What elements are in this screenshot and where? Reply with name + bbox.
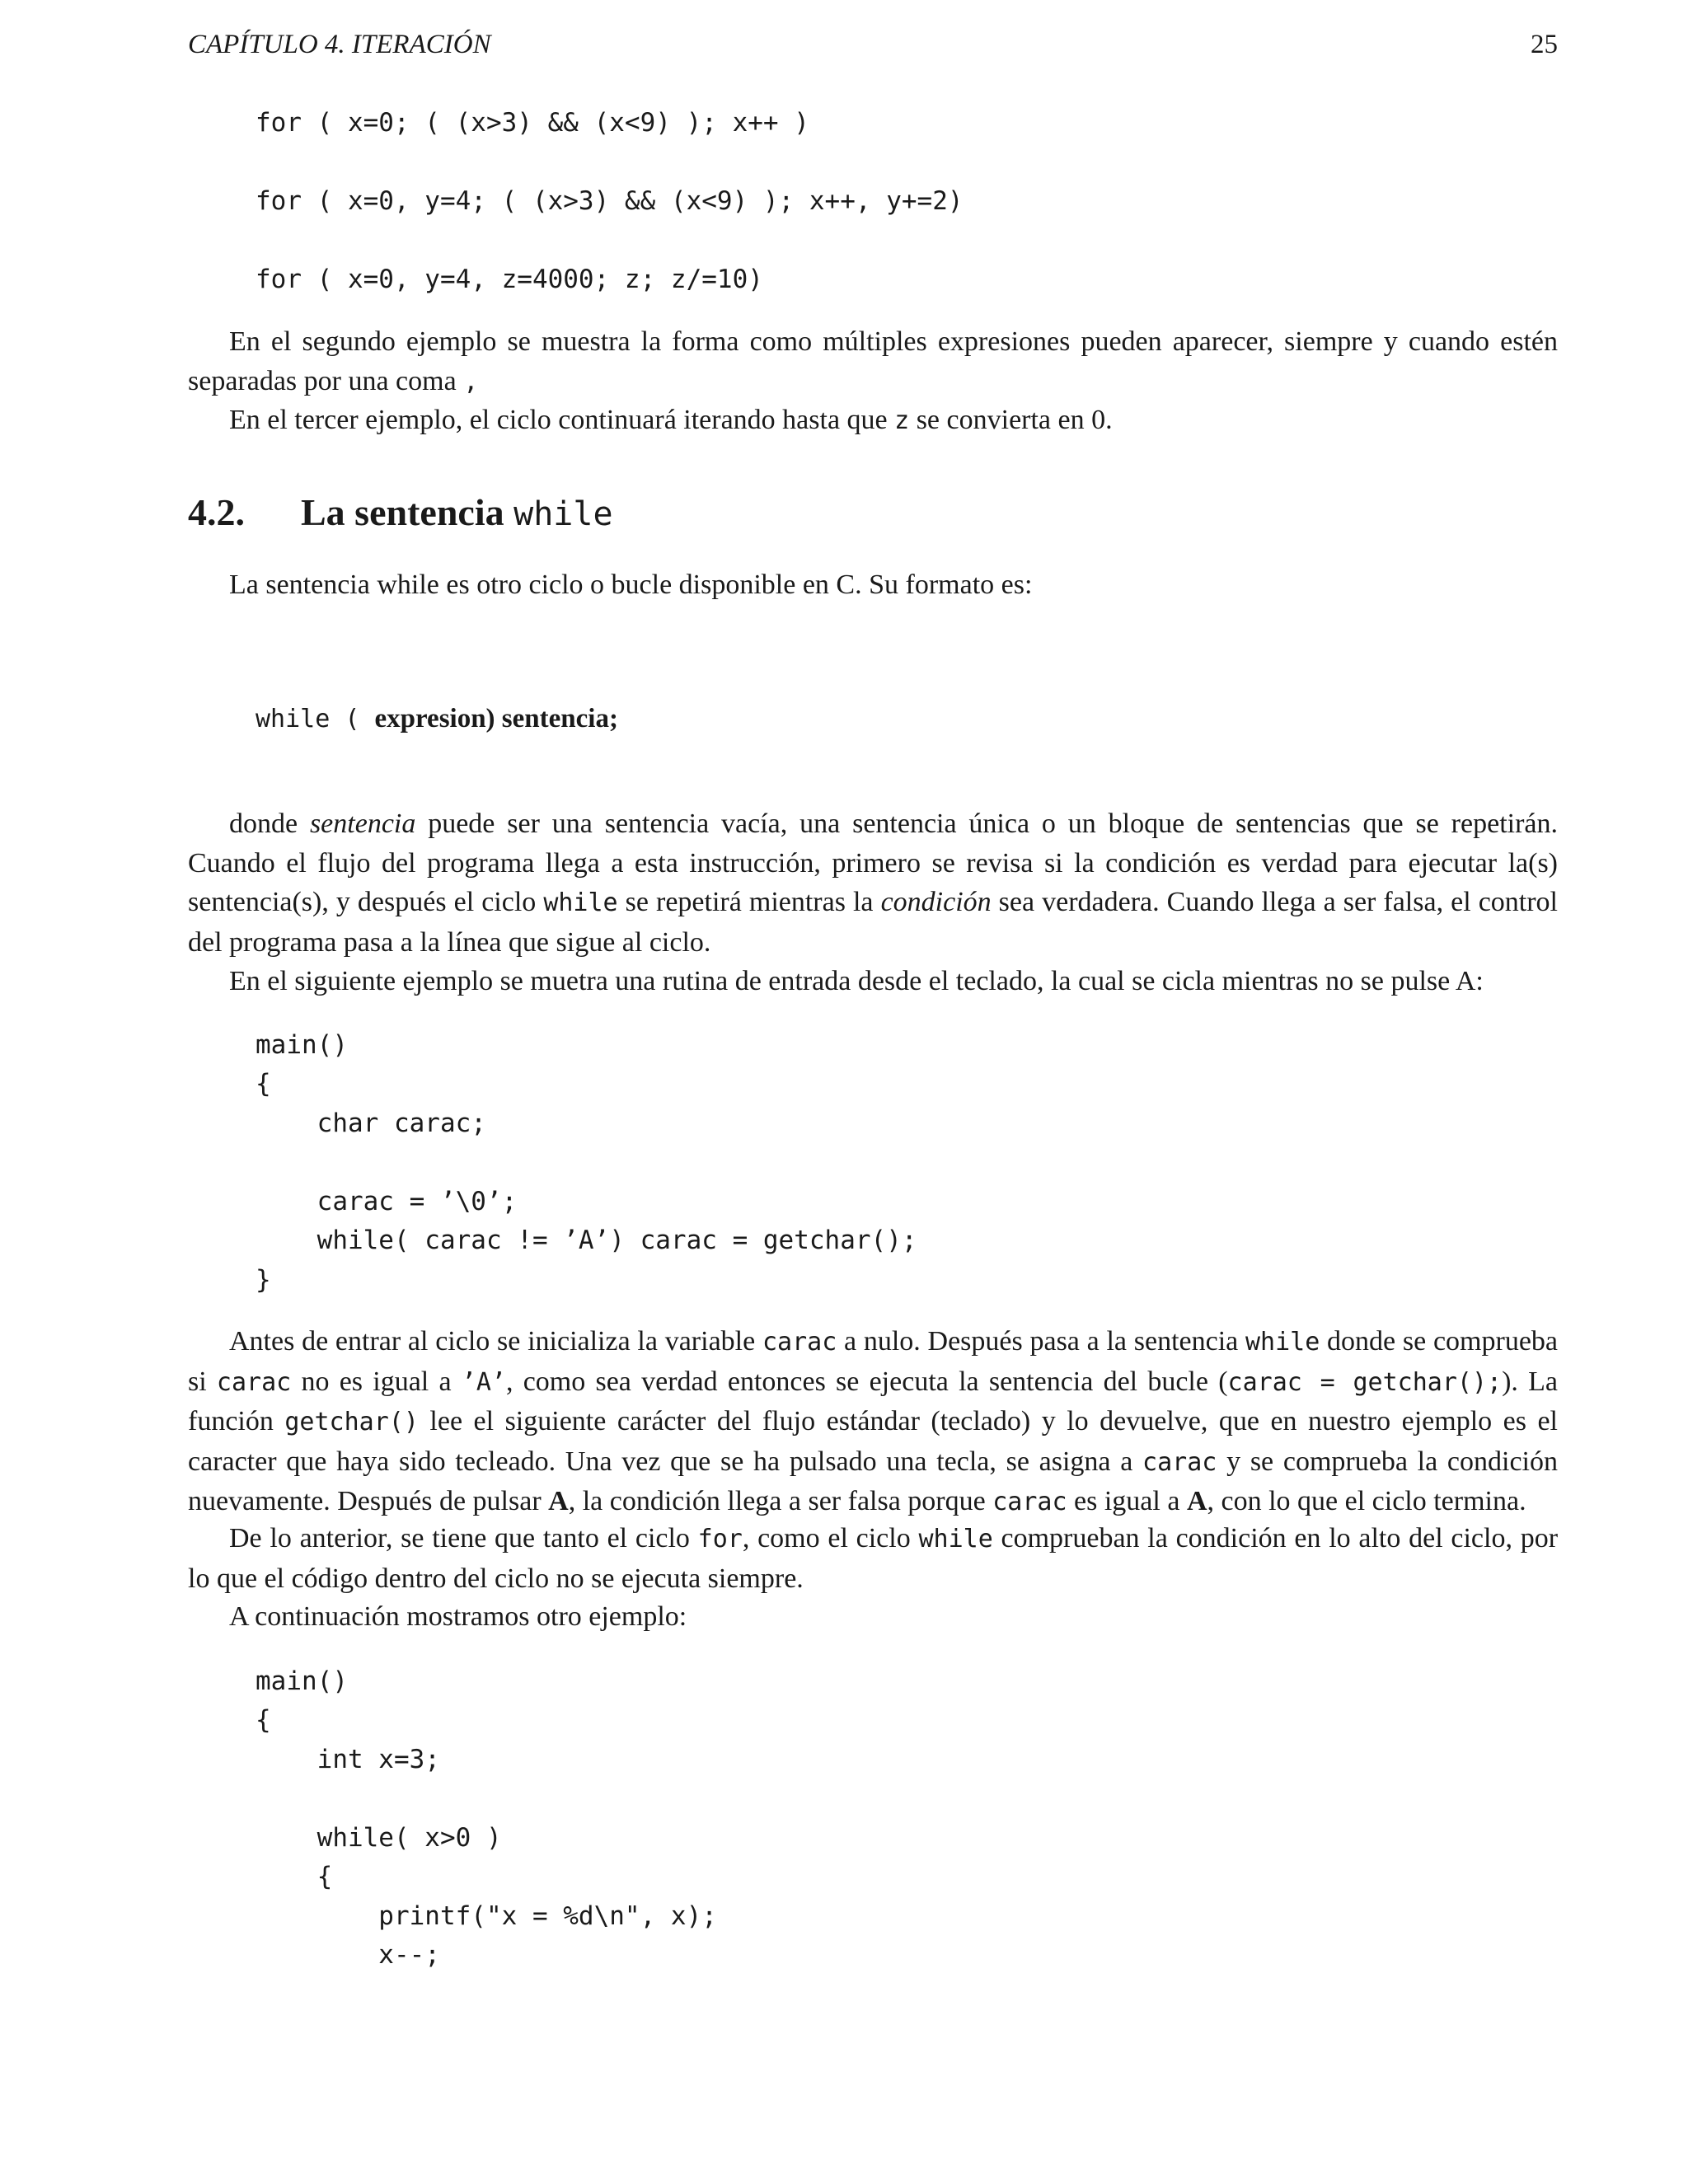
section-heading — [188, 490, 613, 548]
code-line: } — [256, 1265, 271, 1295]
paragraph-third-example — [188, 401, 1558, 441]
paragraph-text: es igual a — [1067, 1486, 1187, 1516]
syntax-rest: expresion) sentencia; — [374, 704, 618, 733]
code-line: x--; — [256, 1940, 440, 1970]
inline-code: carac — [1142, 1447, 1217, 1477]
inline-code: carac = getchar(); — [1227, 1367, 1503, 1397]
code-line: while( x>0 ) — [256, 1823, 502, 1853]
paragraph-while-explanation — [188, 804, 1558, 962]
code-line: int x=3; — [256, 1745, 440, 1774]
paragraph-text: ). La función — [188, 1366, 1559, 1436]
paragraph-text: a nulo. Después pasa a la sentencia — [837, 1326, 1245, 1357]
paragraph-text: La sentencia while es otro ciclo o bucle disponible en C. Su formato es: — [229, 569, 1033, 600]
paragraph-text: puede ser una sentencia vacía, una sentencia única o un bloque de sentencias que se repetirán. Cuando el flujo del programa llega a esta instrucción, primero se revisa si la condición es verdad para ejecutar la(s) sentencia(s), y después el ciclo — [188, 808, 1558, 917]
paragraph-condition-top — [188, 1519, 1558, 1598]
paragraph-text: sea verdadera. Cuando llega a ser falsa, el control del programa pasa a la línea que sigue al ciclo. — [188, 887, 1558, 958]
paragraph-text: comprueban la condición en lo alto del ciclo, por lo que el código dentro del ciclo no se ejecuta siempre. — [188, 1523, 1559, 1594]
inline-code: while — [543, 888, 618, 917]
paragraph-another-example — [188, 1597, 1558, 1637]
paragraph-text: se repetirá mientras la — [617, 887, 881, 917]
code-line: main() — [256, 1030, 348, 1060]
code-line: { — [256, 1862, 333, 1891]
while-syntax — [256, 704, 618, 734]
paragraph-text: , como sea verdad entonces se ejecuta la sentencia del bucle ( — [505, 1366, 1228, 1397]
bold-text: A — [1186, 1486, 1207, 1516]
inline-code: for — [697, 1525, 743, 1554]
paragraph-text: A continuación mostramos otro ejemplo: — [229, 1601, 687, 1632]
inline-code: ’A’ — [461, 1367, 506, 1397]
paragraph-text: no es igual a — [291, 1366, 462, 1397]
paragraph-keyboard-example — [188, 962, 1558, 1001]
code-line: for ( x=0; ( (x>3) && (x<9) ); x++ ) — [256, 108, 809, 138]
inline-code: carac — [216, 1367, 292, 1397]
code-line: char carac; — [256, 1108, 486, 1138]
inline-code: while — [918, 1525, 993, 1554]
inline-code: carac — [992, 1488, 1067, 1516]
paragraph-text: De lo anterior, se tiene que tanto el ciclo — [229, 1523, 698, 1554]
paragraph-text: En el segundo ejemplo se muestra la forma como múltiples expresiones pueden aparecer, siempre y cuando estén separadas por una coma — [188, 326, 1558, 396]
paragraph-text: se convierta en 0. — [909, 405, 1113, 435]
paragraph-text: , con lo que el ciclo termina. — [1207, 1486, 1526, 1516]
syntax-keyword: while ( — [256, 705, 375, 733]
code-line: for ( x=0, y=4; ( (x>3) && (x<9) ); x++, y+=2) — [256, 186, 964, 216]
bold-text: A — [548, 1486, 569, 1516]
section-title-code: while — [513, 495, 613, 533]
code-line: { — [256, 1069, 271, 1099]
paragraph-while-intro — [188, 565, 1558, 605]
paragraph-text: En el siguiente ejemplo se muetra una rutina de entrada desde el teclado, la cual se cicla mientras no se pulse A: — [229, 966, 1484, 996]
emphasis: condición — [880, 887, 992, 917]
inline-code: while — [1245, 1328, 1320, 1357]
chapter-title: CAPÍTULO 4. ITERACIÓN — [188, 30, 491, 59]
code-line: printf("x = %d\n", x); — [256, 1901, 717, 1931]
paragraph-text: En el tercer ejemplo, el ciclo continuará iterando hasta que — [229, 405, 895, 435]
paragraph-multiple-expressions — [188, 322, 1558, 401]
code-line: carac = ’\0’; — [256, 1187, 518, 1216]
emphasis: sentencia — [309, 808, 416, 839]
code-line: { — [256, 1705, 271, 1735]
section-title: La sentencia — [301, 491, 514, 533]
running-header — [188, 25, 1558, 66]
code-line: while( carac != ’A’) carac = getchar(); — [256, 1226, 917, 1255]
paragraph-getchar-explanation — [188, 1322, 1558, 1522]
page-number: 25 — [1531, 30, 1558, 59]
inline-code: z — [894, 406, 910, 435]
paragraph-text: lee el siguiente carácter del flujo estándar (teclado) y lo devuelve, que en nuestro ejemplo es el caracter que haya sido tecleado. Una vez que se ha pulsado una tecla, se asigna a — [188, 1406, 1558, 1477]
paragraph-text: , la condición llega a ser falsa porque — [568, 1486, 993, 1516]
inline-code: carac — [762, 1328, 837, 1357]
inline-code: , — [463, 367, 479, 396]
paragraph-text: y se comprueba la condición nuevamente. Después de pulsar — [188, 1446, 1558, 1516]
code-line: for ( x=0, y=4, z=4000; z; z/=10) — [256, 265, 763, 294]
code-line: main() — [256, 1666, 348, 1696]
section-number: 4.2. — [188, 491, 245, 533]
paragraph-text: donde — [229, 808, 310, 839]
paragraph-text: donde se comprueba si — [188, 1326, 1559, 1397]
paragraph-text: Antes de entrar al ciclo se inicializa la variable — [229, 1326, 762, 1357]
paragraph-text: , como el ciclo — [742, 1523, 919, 1554]
inline-code: getchar() — [284, 1408, 419, 1436]
